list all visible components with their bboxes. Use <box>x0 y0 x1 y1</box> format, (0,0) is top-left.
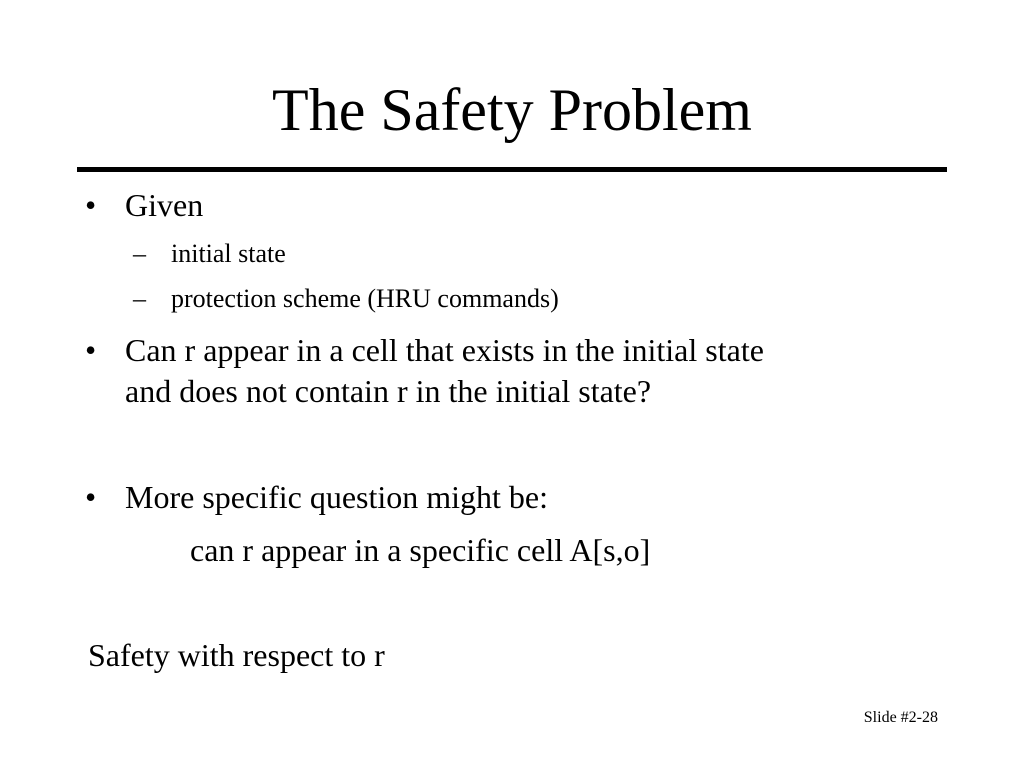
dash-mark: – <box>133 239 146 268</box>
bullet-mark: • <box>85 479 97 515</box>
bullet-mark: • <box>85 332 97 368</box>
slide-title: The Safety Problem <box>272 77 752 143</box>
bullet-mark: • <box>85 187 97 223</box>
title-underline <box>77 167 947 172</box>
bullet-text-line-2: and does not contain r in the initial state? <box>125 373 652 409</box>
slide-number: Slide #2-28 <box>863 709 938 726</box>
bullet-text: Given <box>125 187 204 223</box>
conclusion-text: Safety with respect to r <box>88 637 385 673</box>
subitem-text: protection scheme (HRU commands) <box>171 284 559 313</box>
subitem-text: initial state <box>171 239 286 268</box>
bullet-text: More specific question might be: <box>125 479 549 515</box>
specific-question-text: can r appear in a specific cell A[s,o] <box>190 532 651 568</box>
dash-mark: – <box>133 284 146 313</box>
bullet-text-line-1: Can r appear in a cell that exists in the initial state <box>125 332 764 368</box>
